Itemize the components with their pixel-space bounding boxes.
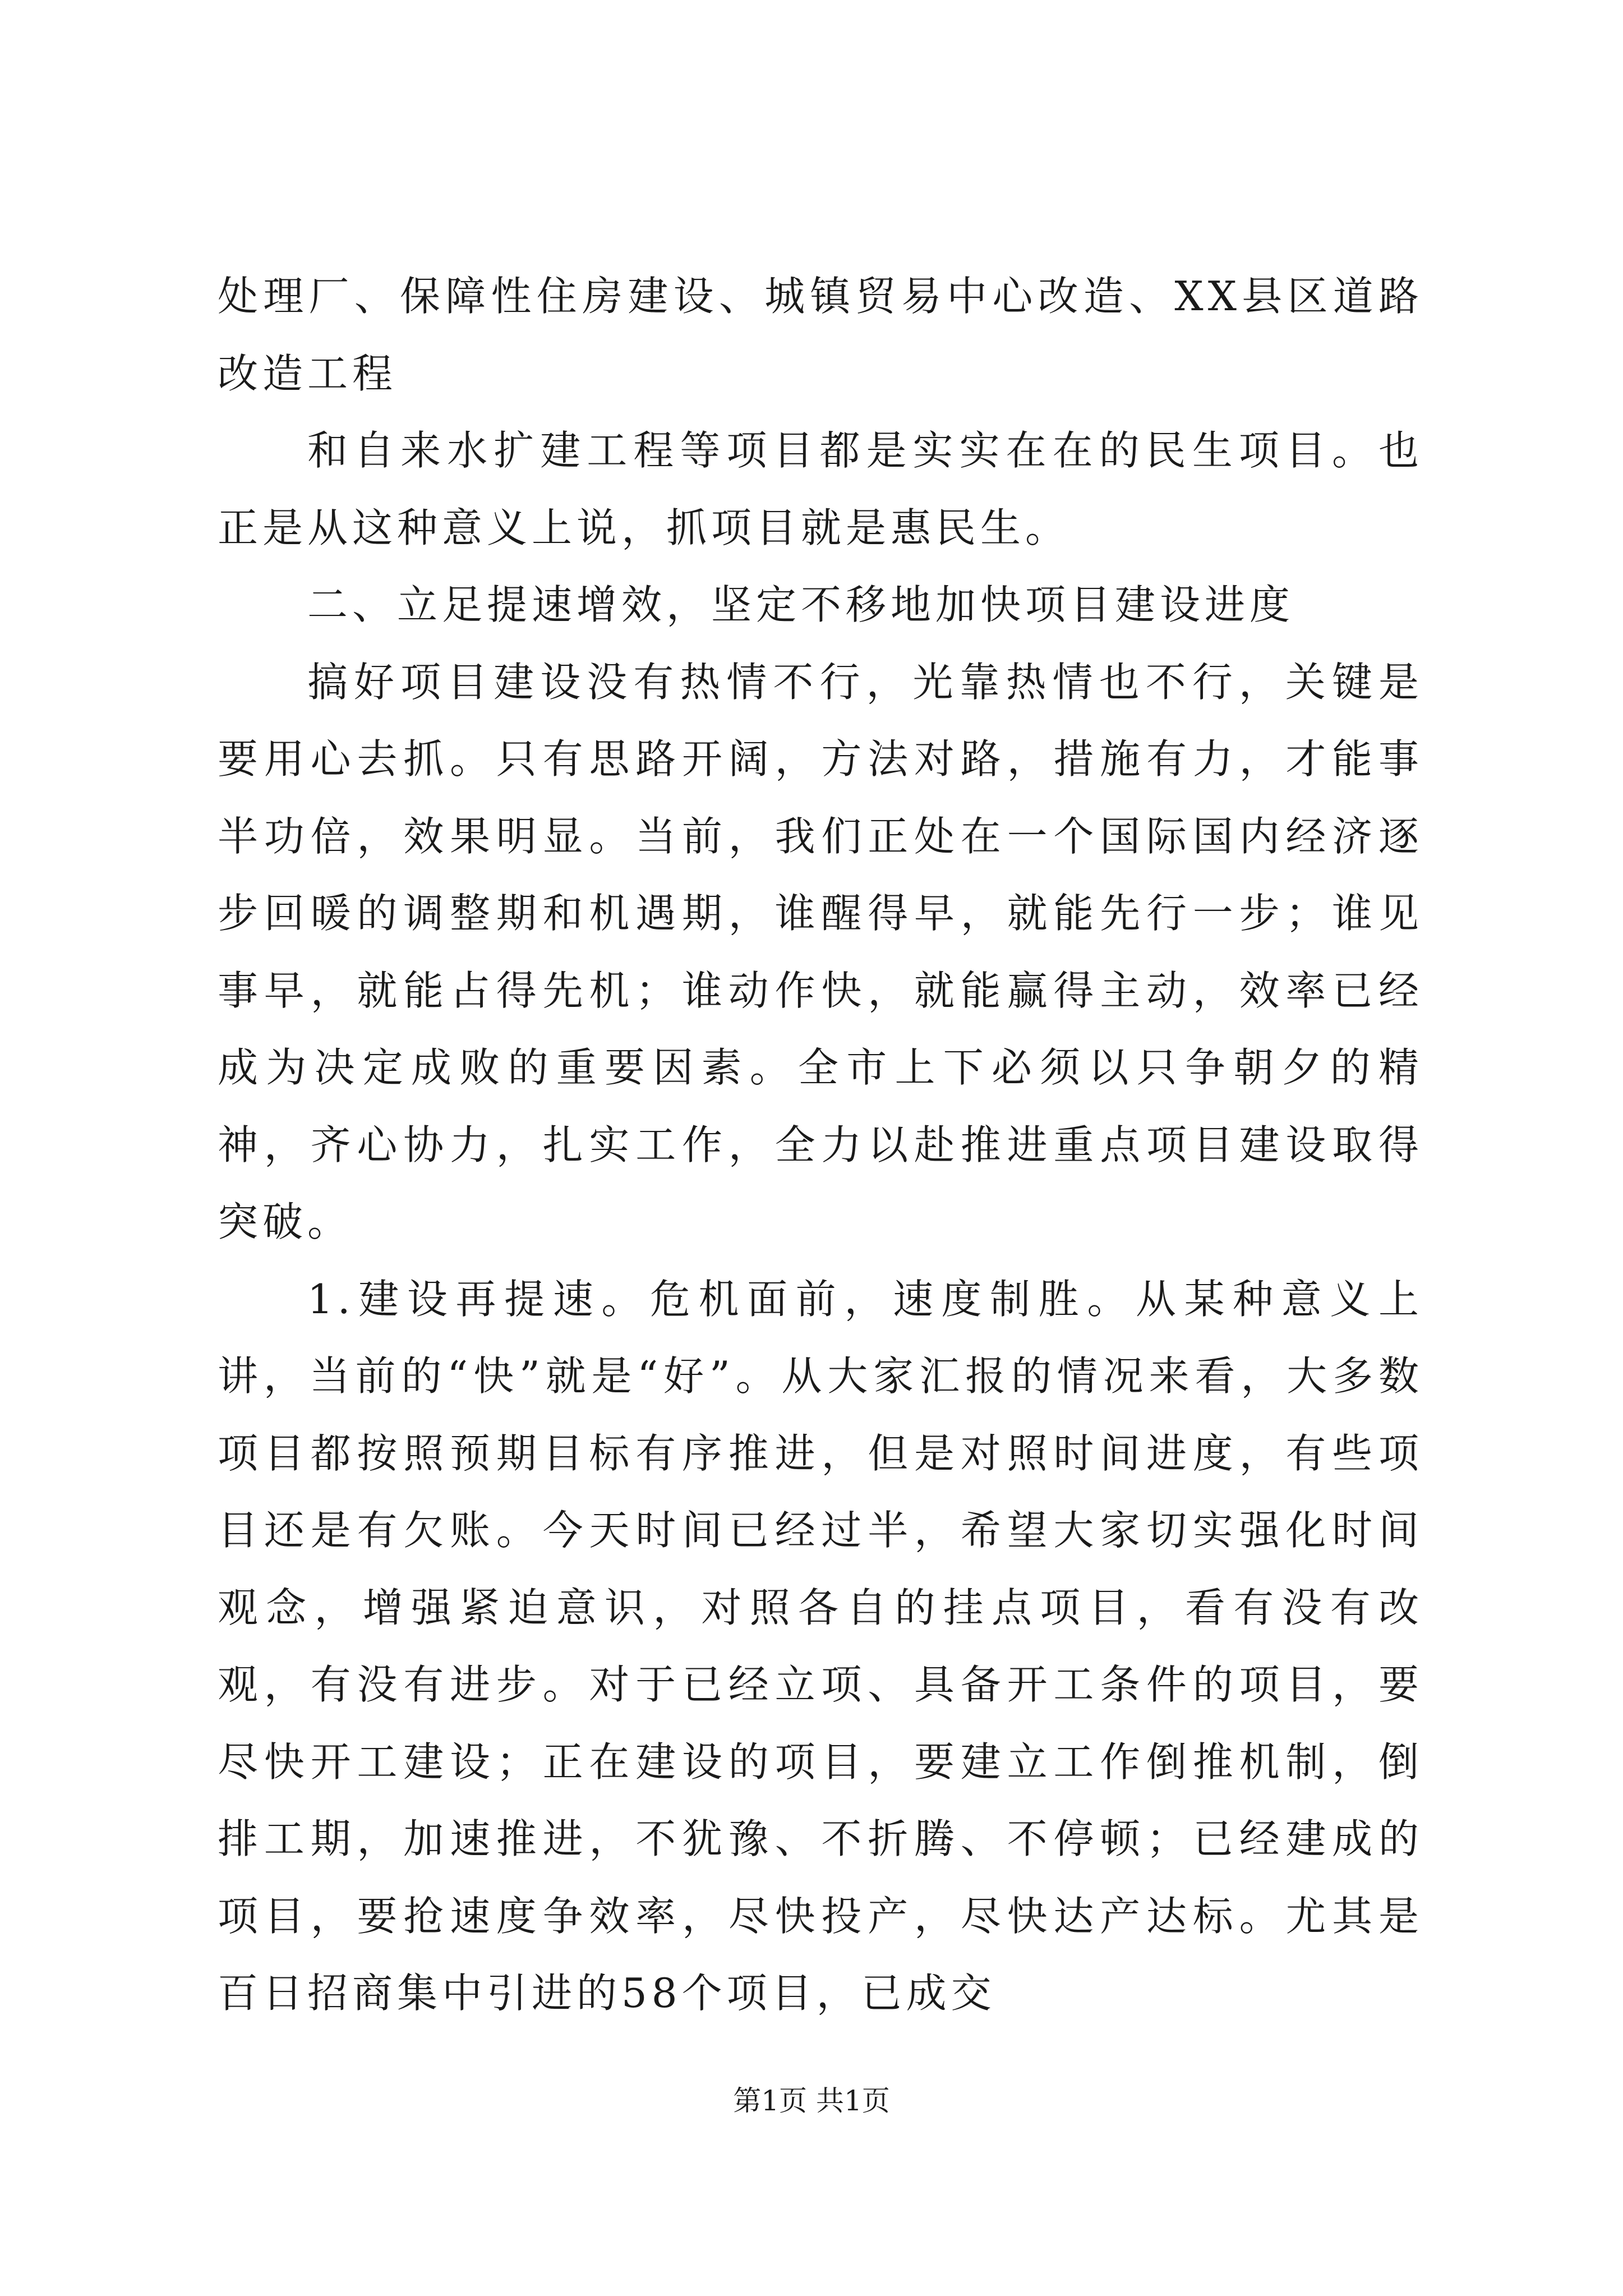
- paragraph-3: 搞好项目建设没有热情不行，光靠热情也不行，关键是要用心去抓。只有思路开阔，方法对路，措施有力，才能事半功倍，效果明显。当前，我们正处在一个国际国内经济逐步回暖的调整期和机遇期，谁醒得早，就能先行一步；谁见事早，就能占得先机；谁动作快，就能赢得主动，效率已经成为决定成败的重要因素。全市上下必须以只争朝夕的精神，齐心协力，扎实工作，全力以赴推进重点项目建设取得突破。: [218, 658, 1423, 1245]
- paragraph-4: 1.建设再提速。危机面前，速度制胜。从某种意义上讲，当前的“快”就是“好”。从大家汇报的情况来看，大多数项目都按照预期目标有序推进，但是对照时间进度，有些项目还是有欠账。今天时间已经过半，希望大家切实强化时间观念，增强紧迫意识，对照各自的挂点项目，看有没有改观，有没有进步。对于已经立项、具备开工条件的项目，要尽快开工建设；正在建设的项目，要建立工作倒推机制，倒排工期，加速推进，不犹豫、不折腾、不停顿；已经建成的项目，要抢速度争效率，尽快投产，尽快达产达标。尤其是百日招商集中引进的58个项目，已成交: [218, 1275, 1423, 2017]
- page-footer: 第1页 共1页: [733, 2085, 890, 2117]
- paragraph-2: 和自来水扩建工程等项目都是实实在在的民生项目。也正是从这种意义上说，抓项目就是惠民生。: [218, 427, 1423, 551]
- paragraph-1: 处理厂、保障性住房建设、城镇贸易中心改造、XX县区道路改造工程: [218, 273, 1423, 397]
- document-body: [218, 258, 1423, 2032]
- section-heading: 二、立足提速增效，坚定不移地加快项目建设进度: [307, 581, 1295, 628]
